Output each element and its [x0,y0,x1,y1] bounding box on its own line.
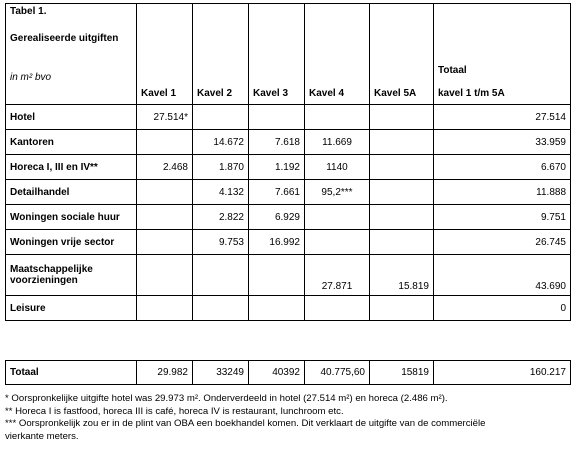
row-label: Kantoren [6,130,137,155]
table-cell: 1140 [305,155,370,180]
row-label: Horeca I, III en IV** [6,155,137,180]
col-header-kavel-4: Kavel 4 [305,4,370,105]
table-cell: 95,2*** [305,180,370,205]
table-cell [249,105,305,130]
row-label: Woningen sociale huur [6,205,137,230]
table-row [6,255,571,296]
table-cell [370,180,434,205]
row-total: 9.751 [434,205,571,230]
row-label: Leisure [6,296,137,321]
table-row [6,205,571,230]
table-cell [370,130,434,155]
row-total: 26.745 [434,230,571,255]
table-row [6,130,571,155]
table-cell: 7.618 [249,130,305,155]
totals-cell: 15819 [370,361,434,385]
table-cell: 2.822 [193,205,249,230]
col-header-kavel-1: Kavel 1 [137,4,193,105]
row-label [6,255,137,296]
table-cell [370,155,434,180]
row-total: 43.690 [434,255,571,296]
row-label-line2: voorzieningen [10,275,78,286]
table-cell [137,296,193,321]
table-cell: 1.870 [193,155,249,180]
header-title-cell [6,4,137,105]
row-total: 6.670 [434,155,571,180]
table-cell [249,255,305,296]
footnote: ** Horeca I is fastfood, horeca III is café, horeca IV is restaurant, lunchroom etc. [5,405,344,417]
row-total: 11.888 [434,180,571,205]
row-total: 33.959 [434,130,571,155]
row-total: 27.514 [434,105,571,130]
table-cell [137,230,193,255]
unit-label: in m² bvo [10,72,52,83]
table-cell: 27.871 [305,255,370,296]
table-row [6,180,571,205]
header-row [6,4,571,105]
table-cell: 9.753 [193,230,249,255]
table-cell [370,205,434,230]
table-cell [137,180,193,205]
totals-table [5,360,571,385]
table-row [6,296,571,321]
table-cell: 2.468 [137,155,193,180]
totals-label: Totaal [6,361,137,385]
table-cell: 7.661 [249,180,305,205]
table-cell [370,296,434,321]
table-cell: 27.514* [137,105,193,130]
table-cell [137,255,193,296]
col-header-totaal [434,4,571,105]
row-label: Hotel [6,105,137,130]
table-cell [193,255,249,296]
footnote: *** Oorspronkelijk zou er in de plint van OBA een boekhandel komen. Dit verklaart de uitgifte van de commerciële [5,418,486,429]
table-cell [193,296,249,321]
table-cell: 15.819 [370,255,434,296]
table-subtitle: Gerealiseerde uitgiften [10,33,119,44]
footnotes [5,393,570,443]
table-cell [137,205,193,230]
row-total: 0 [434,296,571,321]
table-row [6,230,571,255]
footnote: vierkante meters. [5,430,79,442]
table-cell: 6.929 [249,205,305,230]
table-cell [305,105,370,130]
footnote: * Oorspronkelijke uitgifte hotel was 29.973 m². Onderverdeeld in hotel (27.514 m²) en horeca (2.486 m²). [5,393,448,404]
table-cell: 11.669 [305,130,370,155]
totals-cell: 33249 [193,361,249,385]
totals-cell: 40392 [249,361,305,385]
table-cell [305,230,370,255]
col-header-kavel-2: Kavel 2 [193,4,249,105]
table-cell: 14.672 [193,130,249,155]
row-label-line1: Maatschappelijke [10,264,93,275]
col-header-kavel-5a: Kavel 5A [370,4,434,105]
table-cell: 4.132 [193,180,249,205]
total-header-line2: kavel 1 t/m 5A [438,88,505,99]
table-title: Tabel 1. [10,6,47,17]
table-cell [370,230,434,255]
totals-cell: 40.775,60 [305,361,370,385]
col-header-kavel-3: Kavel 3 [249,4,305,105]
table-cell [305,296,370,321]
row-label: Woningen vrije sector [6,230,137,255]
table-row [6,105,571,130]
table-cell [137,130,193,155]
grand-total: 160.217 [434,361,571,385]
totals-row [6,361,571,385]
table-cell: 1.192 [249,155,305,180]
table-cell [305,205,370,230]
row-label: Detailhandel [6,180,137,205]
table-cell [249,296,305,321]
total-header-line1: Totaal [438,65,467,76]
table-cell [193,105,249,130]
uitgiften-table [5,3,571,321]
totals-cell: 29.982 [137,361,193,385]
table-row [6,155,571,180]
table-cell [370,105,434,130]
table-cell: 16.992 [249,230,305,255]
